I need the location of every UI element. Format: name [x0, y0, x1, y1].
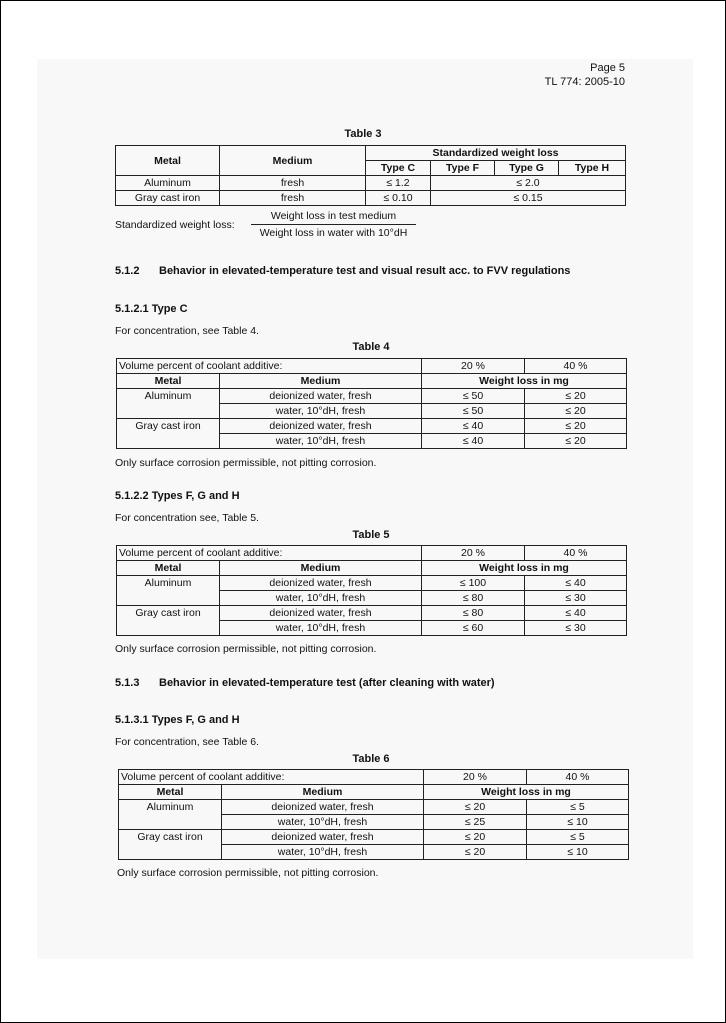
table-cell: ≤ 20 — [525, 419, 627, 434]
table-row — [119, 785, 629, 800]
table-row — [116, 191, 626, 206]
table-cell: ≤ 40 — [422, 419, 525, 434]
table-row — [117, 546, 627, 561]
table-4 — [116, 358, 627, 449]
table-header-metal: Metal — [119, 785, 222, 800]
table-cell: Aluminum — [116, 176, 220, 191]
volume-percent-label: Volume percent of coolant additive: — [117, 546, 422, 561]
table-cell: ≤ 40 — [525, 576, 627, 591]
table-5-note: Only surface corrosion permissible, not pitting corrosion. — [115, 643, 377, 655]
section-5-1-2-1-text: For concentration, see Table 4. — [115, 325, 259, 337]
table-cell: deionized water, fresh — [220, 606, 422, 621]
section-5-1-3-1-text: For concentration, see Table 6. — [115, 736, 259, 748]
table-cell: water, 10°dH, fresh — [222, 815, 424, 830]
table-cell: deionized water, fresh — [222, 800, 424, 815]
table-row — [119, 830, 629, 845]
table-row — [117, 389, 627, 404]
table-cell: ≤ 10 — [527, 815, 629, 830]
table-cell: water, 10°dH, fresh — [220, 591, 422, 606]
section-title: Behavior in elevated-temperature test (after cleaning with water) — [159, 677, 495, 689]
percent-20: 20 % — [422, 359, 525, 374]
table-row — [119, 770, 629, 785]
table-cell: ≤ 20 — [424, 800, 527, 815]
formula-numerator: Weight loss in test medium — [251, 210, 416, 225]
table-6-note: Only surface corrosion permissible, not pitting corrosion. — [117, 867, 379, 879]
table-cell: ≤ 80 — [422, 606, 525, 621]
table-header-weight-loss: Weight loss in mg — [422, 561, 627, 576]
percent-40: 40 % — [527, 770, 629, 785]
table-cell: water, 10°dH, fresh — [220, 404, 422, 419]
table-cell: ≤ 60 — [422, 621, 525, 636]
table-cell: ≤ 10 — [527, 845, 629, 860]
table-cell: ≤ 20 — [424, 845, 527, 860]
table-cell: ≤ 25 — [424, 815, 527, 830]
formula-fraction — [251, 210, 416, 239]
table-row — [119, 800, 629, 815]
table-cell: ≤ 40 — [525, 606, 627, 621]
table-header-type-h: Type H — [559, 161, 626, 176]
percent-40: 40 % — [525, 546, 627, 561]
table-6-caption: Table 6 — [352, 753, 390, 765]
table-header-medium: Medium — [222, 785, 424, 800]
table-header-metal: Metal — [117, 561, 220, 576]
document-id: TL 774: 2005-10 — [544, 76, 625, 88]
table-header-medium: Medium — [220, 561, 422, 576]
table-cell: water, 10°dH, fresh — [220, 434, 422, 449]
table-header-metal: Metal — [116, 146, 220, 176]
table-cell: ≤ 20 — [525, 434, 627, 449]
table-cell-metal: Aluminum — [117, 389, 220, 419]
table-row — [116, 176, 626, 191]
percent-20: 20 % — [422, 546, 525, 561]
table-cell: ≤ 1.2 — [366, 176, 431, 191]
table-cell: ≤ 2.0 — [431, 176, 626, 191]
table-cell: deionized water, fresh — [220, 389, 422, 404]
table-3-caption: Table 3 — [344, 128, 382, 140]
table-header-standardized-weight-loss: Standardized weight loss — [366, 146, 626, 161]
table-5 — [116, 545, 627, 636]
volume-percent-label: Volume percent of coolant additive: — [119, 770, 424, 785]
table-cell: ≤ 20 — [525, 389, 627, 404]
percent-40: 40 % — [525, 359, 627, 374]
table-header-weight-loss: Weight loss in mg — [424, 785, 629, 800]
table-header-medium: Medium — [220, 146, 366, 176]
table-cell: fresh — [220, 191, 366, 206]
table-header-weight-loss: Weight loss in mg — [422, 374, 627, 389]
section-number: 5.1.3 — [115, 677, 140, 689]
table-cell: ≤ 0.10 — [366, 191, 431, 206]
table-row — [117, 561, 627, 576]
section-5-1-3-1-heading: 5.1.3.1 Types F, G and H — [115, 714, 240, 726]
section-5-1-2-1-heading: 5.1.2.1 Type C — [115, 303, 188, 315]
table-3 — [115, 145, 626, 206]
table-cell-metal: Gray cast iron — [117, 419, 220, 449]
table-cell: ≤ 20 — [525, 404, 627, 419]
table-header-type-f: Type F — [431, 161, 495, 176]
page-number: Page 5 — [590, 62, 625, 74]
table-header-type-c: Type C — [366, 161, 431, 176]
table-row — [117, 419, 627, 434]
section-number: 5.1.2 — [115, 265, 140, 277]
table-row — [117, 359, 627, 374]
table-cell: ≤ 30 — [525, 591, 627, 606]
table-cell: ≤ 0.15 — [431, 191, 626, 206]
table-cell: deionized water, fresh — [222, 830, 424, 845]
table-4-note: Only surface corrosion permissible, not pitting corrosion. — [115, 457, 377, 469]
table-header-medium: Medium — [220, 374, 422, 389]
table-row — [117, 576, 627, 591]
table-cell: water, 10°dH, fresh — [222, 845, 424, 860]
formula-denominator: Weight loss in water with 10°dH — [259, 227, 408, 239]
table-4-caption: Table 4 — [352, 341, 390, 353]
table-cell: Gray cast iron — [116, 191, 220, 206]
table-cell: ≤ 50 — [422, 389, 525, 404]
table-row — [116, 146, 626, 161]
table-cell-metal: Gray cast iron — [119, 830, 222, 860]
table-cell-metal: Aluminum — [117, 576, 220, 606]
table-cell: ≤ 5 — [527, 800, 629, 815]
table-row — [117, 374, 627, 389]
section-title: Behavior in elevated-temperature test and visual result acc. to FVV regulations — [159, 265, 571, 277]
table-row — [117, 606, 627, 621]
table-cell: deionized water, fresh — [220, 576, 422, 591]
table-cell: deionized water, fresh — [220, 419, 422, 434]
volume-percent-label: Volume percent of coolant additive: — [117, 359, 422, 374]
formula-label: Standardized weight loss: — [115, 219, 235, 231]
percent-20: 20 % — [424, 770, 527, 785]
table-5-caption: Table 5 — [352, 529, 390, 541]
section-5-1-2-2-heading: 5.1.2.2 Types F, G and H — [115, 490, 240, 502]
table-cell: ≤ 5 — [527, 830, 629, 845]
section-5-1-2-heading — [115, 265, 570, 277]
table-header-type-g: Type G — [495, 161, 559, 176]
table-cell-metal: Gray cast iron — [117, 606, 220, 636]
page-header — [425, 61, 625, 89]
table-cell: water, 10°dH, fresh — [220, 621, 422, 636]
table-cell: ≤ 30 — [525, 621, 627, 636]
table-6 — [118, 769, 629, 860]
table-cell: ≤ 40 — [422, 434, 525, 449]
table-cell: ≤ 50 — [422, 404, 525, 419]
section-5-1-3-heading — [115, 677, 495, 689]
table-cell: ≤ 80 — [422, 591, 525, 606]
table-cell: fresh — [220, 176, 366, 191]
table-header-metal: Metal — [117, 374, 220, 389]
section-5-1-2-2-text: For concentration see, Table 5. — [115, 512, 259, 524]
table-cell: ≤ 20 — [424, 830, 527, 845]
table-cell-metal: Aluminum — [119, 800, 222, 830]
table-cell: ≤ 100 — [422, 576, 525, 591]
